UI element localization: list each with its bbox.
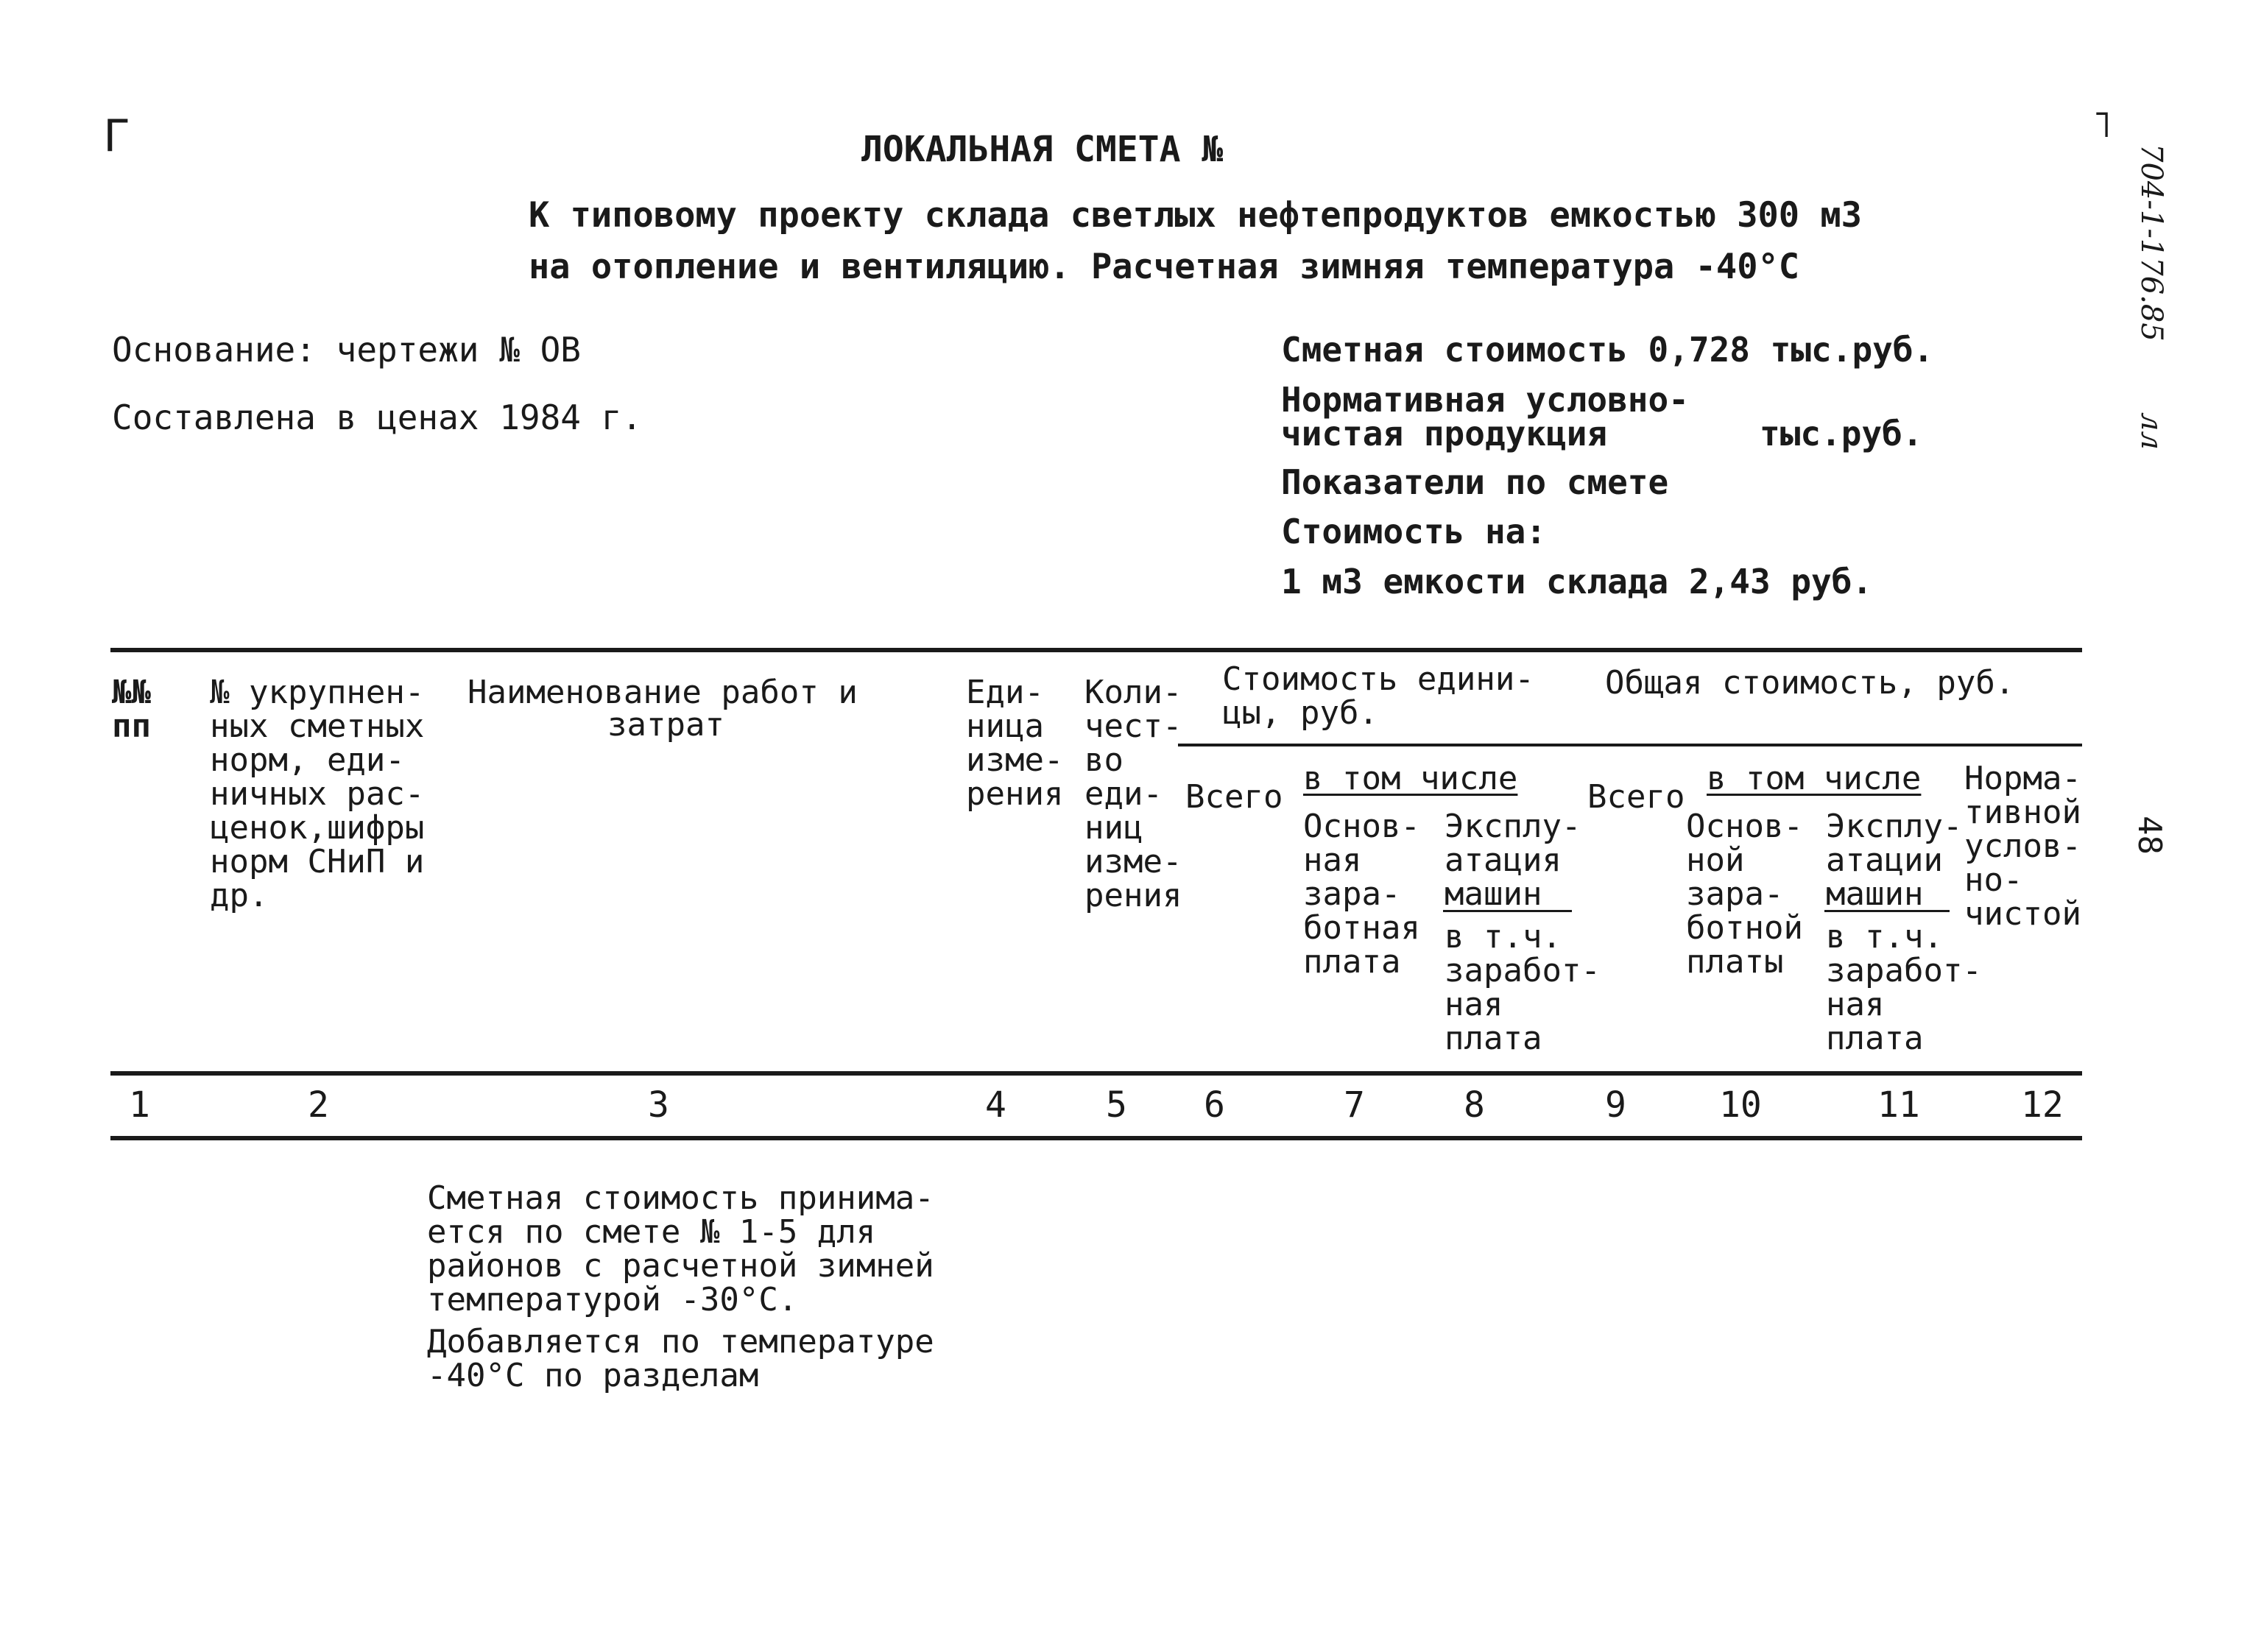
column-numbers-rule (110, 1136, 2082, 1140)
indicators-label: Показатели по смете (1281, 462, 1669, 502)
column-number-11: 11 (1877, 1084, 1920, 1126)
header-unit-base-wage: Основ- ная зара- ботная плата (1303, 808, 1420, 981)
header-unit: Еди- ница изме- рения (966, 674, 1064, 813)
column-number-3: 3 (648, 1084, 669, 1126)
header-overall-total: Всего (1587, 778, 1685, 816)
column-number-6: 6 (1204, 1084, 1225, 1126)
document-subtitle-line1: К типовому проекту склада светлых нефтепродуктов емкостью 300 м3 (529, 195, 1862, 236)
header-work-name-line1: Наименование работ и (468, 674, 858, 711)
header-norm-code: № укрупнен- ных сметных норм, еди- ничных рас- ценок,шифры норм СНиП и др. (210, 674, 425, 914)
cost-per-label: Стоимость на: (1281, 512, 1547, 551)
normative-unit: тыс.руб. (1760, 414, 1923, 453)
header-unit-incl-wage: в т.ч. заработ- ная плата (1445, 918, 1601, 1057)
header-overall-machines: Эксплу- атации машин (1826, 808, 1963, 913)
side-signature-mark: лл (2134, 412, 2168, 450)
column-number-1: 1 (129, 1084, 150, 1126)
column-number-5: 5 (1106, 1084, 1127, 1126)
header-overall-incl-wage: в т.ч. заработ- ная плата (1826, 918, 1982, 1057)
column-number-9: 9 (1605, 1084, 1626, 1126)
column-number-8: 8 (1464, 1084, 1485, 1126)
header-overall-base-wage: Основ- ной зара- ботной платы (1686, 808, 1803, 981)
header-unit-total: Всего (1185, 778, 1283, 816)
header-unit-machines: Эксплу- атация машин (1445, 808, 1581, 913)
cost-group-rule (1178, 744, 2082, 746)
header-total-cost: Общая стоимость, руб. (1605, 664, 2015, 702)
header-unit-cost: Стоимость едини- цы, руб. (1222, 660, 1534, 732)
normative-label-line2: чистая продукция (1281, 414, 1608, 453)
side-document-code: 704-1-176.85 (2134, 144, 2168, 342)
column-number-12: 12 (2021, 1084, 2064, 1126)
estimated-cost: Сметная стоимость 0,728 тыс.руб. (1281, 330, 1934, 370)
column-number-2: 2 (308, 1084, 329, 1126)
column-number-10: 10 (1719, 1084, 1762, 1126)
header-row-number: №№ пп (112, 674, 151, 745)
corner-mark-left: Г (103, 110, 130, 162)
prices-label: Составлена в ценах 1984 г. (112, 398, 643, 437)
header-work-name-line2: затрат (607, 706, 724, 744)
header-normative-product: Норма- тивной услов- но- чистой (1964, 760, 2081, 933)
page-number: 48 (2131, 816, 2168, 855)
header-bottom-rule (110, 1071, 2082, 1076)
corner-mark-right: ˥ (2091, 103, 2114, 146)
note-estimate-basis: Сметная стоимость принима- ется по смете № 1-5 для районов с расчетной зимней температурой -30°С. (427, 1179, 934, 1319)
normative-label-line1: Нормативная условно- (1281, 380, 1689, 420)
document-title: ЛОКАЛЬНАЯ СМЕТА № (861, 129, 1224, 170)
header-unit-including: в том числе (1303, 760, 1518, 797)
cost-per-unit: 1 м3 емкости склада 2,43 руб. (1281, 562, 1873, 601)
column-number-7: 7 (1344, 1084, 1365, 1126)
header-quantity: Коли- чест- во еди- ниц изме- рения (1084, 674, 1182, 914)
note-temperature-addition: Добавляется по температуре -40°С по разделам (427, 1323, 934, 1394)
column-number-4: 4 (985, 1084, 1006, 1126)
header-overall-including: в том числе (1707, 760, 1922, 797)
basis-label: Основание: чертежи № ОВ (112, 330, 581, 370)
table-top-rule (110, 648, 2082, 652)
document-subtitle-line2: на отопление и вентиляцию. Расчетная зимняя температура -40°С (529, 247, 1800, 287)
